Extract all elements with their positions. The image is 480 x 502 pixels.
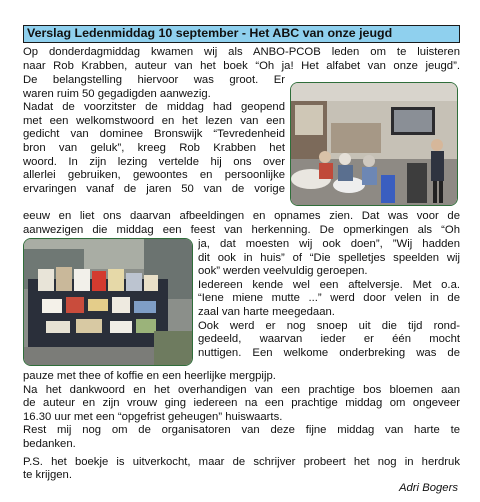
text-line: woord. In zijn lezing vertelde hij ons over	[23, 155, 285, 168]
text-line: De belangstelling hiervoor was groot. Er	[23, 74, 285, 86]
book-table-illustration	[24, 239, 193, 366]
text-line: dit ook in huis” of “Die spelletjes speelden wij	[198, 251, 460, 264]
text-line: Na het dankwoord en het overhandigen van een prachtige bos bloemen aan	[23, 383, 460, 396]
text-line: Op donderdagmiddag kwamen wij als ANBO-PCOB leden om te luisteren	[23, 46, 460, 58]
text-line: de auteur en zijn vrouw ging iedereen na een prachtige middag om ongeveer	[23, 397, 460, 410]
text-line: nuttigen. Een welkome onderbreking was de	[198, 346, 460, 359]
text-line: gedeeld, waarvan ieder er één mocht	[198, 333, 460, 346]
text-line: P.S. het boekje is uitverkocht, maar de schrijver probeert het nog in herdruk	[23, 455, 460, 468]
paragraph-right-of-photo	[198, 238, 460, 360]
text-line: aanwezigen die middag een feest van herkenning. De opmerkingen als “Oh	[23, 224, 460, 236]
text-line: pauze met thee of koffie en een heerlijke mergpijp.	[23, 370, 276, 382]
text-line: allerlei gebruiken, gewoontes en persoonlijke	[23, 169, 285, 182]
text-line: naar Rob Krabben, auteur van het boek “Oh ja! Het alfabet van onze jeugd”.	[23, 59, 460, 72]
text-line: Rest mij nog om de organisatoren van deze fijne middag van harte te	[23, 424, 460, 437]
text-line: bedanken.	[23, 437, 76, 450]
text-line: Ook werd er nog snoep uit die tijd rond-	[198, 319, 460, 332]
text-line: ja, dat moesten wij ook doen”, ”Wij hadden	[198, 238, 460, 250]
author-signature: Adri Bogers	[398, 482, 458, 494]
book-table-photo	[23, 238, 193, 366]
text-line: “Iene miene mutte ...” werd door velen in de	[198, 292, 460, 305]
text-line: Nadat de voorzitster de middag had geopend	[23, 101, 285, 114]
text-line: ook” werden veelvuldig geroepen.	[198, 265, 368, 278]
intro-paragraph	[23, 46, 460, 73]
text-line: zaal van harte meegedaan.	[198, 305, 335, 318]
closing-paragraph	[23, 370, 460, 483]
paragraph-left-of-photo	[23, 74, 285, 196]
article-title: Verslag Ledenmiddag 10 september - Het ABC van onze jeugd	[23, 25, 460, 43]
lecture-room-illustration	[291, 83, 458, 206]
lecture-room-photo	[290, 82, 458, 206]
text-line: gedicht van dominee Bronswijk “Tevredenheid	[23, 128, 285, 141]
text-line: eeuw en liet ons daarvan afbeeldingen en opnames zien. Dat was voor de	[23, 210, 460, 222]
text-line: te krijgen.	[23, 469, 72, 482]
text-line: 16.30 uur met een “opgefrist geheugen” huiswaarts.	[23, 410, 283, 423]
text-line: Iedereen kende wel een aftelversje. Met o.a.	[198, 278, 460, 291]
middle-paragraph-continued	[23, 224, 460, 238]
middle-paragraph	[23, 210, 460, 224]
text-line: ervaringen vanaf de jaren 50 van de vorige	[23, 182, 285, 195]
text-line: bron van geluk”, kreeg Rob Krabben het	[23, 141, 285, 154]
text-line: met een welkomstwoord en het lezen van een	[23, 114, 285, 127]
text-line: waren ruim 50 gegadigden aanwezig.	[23, 87, 211, 100]
